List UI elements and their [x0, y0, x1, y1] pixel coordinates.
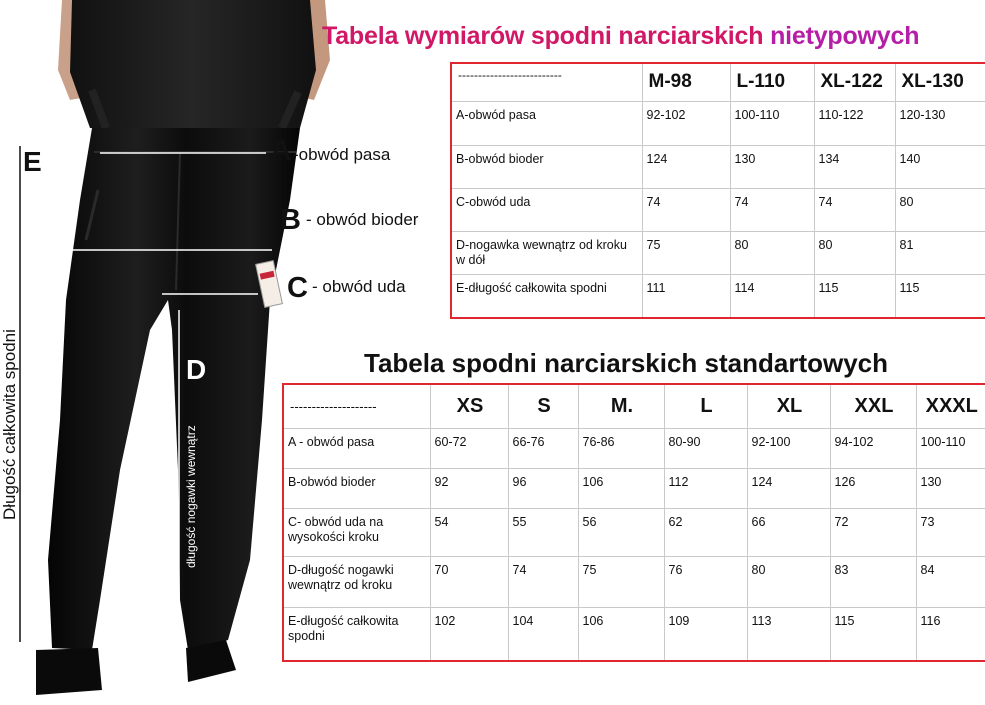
table-cell: 62	[664, 508, 747, 556]
table-cell: 70	[430, 556, 508, 607]
table-cell: 111	[642, 275, 730, 318]
header-placeholder: --------------------	[283, 384, 430, 428]
header-placeholder: --------------------------	[451, 63, 642, 101]
table-cell: 80	[814, 231, 895, 274]
table-cell: 115	[814, 275, 895, 318]
standard-table-title: Tabela spodni narciarskich standartowych	[364, 348, 889, 378]
marker-b-letter: B	[280, 204, 301, 236]
table-cell: 74	[642, 189, 730, 231]
table-cell: 92	[430, 468, 508, 508]
table-cell: 74	[730, 189, 814, 231]
table-cell: 73	[916, 508, 985, 556]
nonstandard-size-table	[450, 62, 985, 319]
table-cell: 109	[664, 607, 747, 661]
table-row	[451, 146, 985, 189]
table-cell: 81	[895, 231, 985, 274]
table-cell: 76-86	[578, 428, 664, 468]
marker-b-text: - obwód bioder	[306, 210, 419, 229]
table-cell: 80	[895, 189, 985, 231]
column-header: L	[664, 384, 747, 428]
row-label: B-obwód bioder	[451, 146, 642, 189]
table-cell: 106	[578, 468, 664, 508]
column-header: L-110	[730, 63, 814, 101]
row-label: B-obwód bioder	[283, 468, 430, 508]
table-cell: 76	[664, 556, 747, 607]
column-header: XL-122	[814, 63, 895, 101]
table-cell: 126	[830, 468, 916, 508]
row-label: A - obwód pasa	[283, 428, 430, 468]
marker-a-letter: A	[270, 134, 292, 167]
standard-size-table	[282, 383, 985, 662]
marker-c-text: - obwód uda	[312, 277, 406, 296]
table-cell: 115	[830, 607, 916, 661]
table-row	[451, 275, 985, 318]
table-row	[451, 231, 985, 274]
table-cell: 120-130	[895, 101, 985, 145]
table-row	[283, 556, 985, 607]
title-main: Tabela wymiarów spodni narciarskich	[322, 22, 771, 50]
column-header: S	[508, 384, 578, 428]
table-cell: 134	[814, 146, 895, 189]
column-header: XL	[747, 384, 830, 428]
marker-e-letter: E	[23, 146, 42, 177]
table-row	[451, 189, 985, 231]
table-cell: 66	[747, 508, 830, 556]
table-cell: 104	[508, 607, 578, 661]
table-cell: 80	[730, 231, 814, 274]
table-cell: 74	[508, 556, 578, 607]
table-header-row	[451, 63, 985, 101]
table-cell: 106	[578, 607, 664, 661]
table-cell: 80-90	[664, 428, 747, 468]
table-cell: 140	[895, 146, 985, 189]
title-accent: nietypowych	[770, 22, 920, 50]
table-cell: 75	[642, 231, 730, 274]
table-cell: 55	[508, 508, 578, 556]
marker-a-text: -obwód pasa	[293, 145, 391, 164]
table-cell: 94-102	[830, 428, 916, 468]
table-cell: 112	[664, 468, 747, 508]
table-cell: 56	[578, 508, 664, 556]
column-header: M-98	[642, 63, 730, 101]
table-cell: 124	[642, 146, 730, 189]
table-cell: 113	[747, 607, 830, 661]
table-row	[283, 428, 985, 468]
table-cell: 114	[730, 275, 814, 318]
row-label: C- obwód uda na wysokości kroku	[283, 508, 430, 556]
table-row	[283, 468, 985, 508]
column-header: M.	[578, 384, 664, 428]
table-cell: 60-72	[430, 428, 508, 468]
table-cell: 124	[747, 468, 830, 508]
table-cell: 92-100	[747, 428, 830, 468]
table-cell: 75	[578, 556, 664, 607]
table-cell: 66-76	[508, 428, 578, 468]
row-label: E-długość całkowita spodni	[451, 275, 642, 318]
inseam-length-label: długość nogawki wewnątrz	[184, 425, 198, 568]
table-cell: 72	[830, 508, 916, 556]
table-cell: 100-110	[730, 101, 814, 145]
table-cell: 84	[916, 556, 985, 607]
row-label: C-obwód uda	[451, 189, 642, 231]
row-label: E-długość całkowita spodni	[283, 607, 430, 661]
column-header: XL-130	[895, 63, 985, 101]
row-label: D-długość nogawki wewnątrz od kroku	[283, 556, 430, 607]
table-cell: 80	[747, 556, 830, 607]
table-cell: 102	[430, 607, 508, 661]
total-length-label: Długość całkowita spodni	[0, 329, 19, 520]
table-cell: 110-122	[814, 101, 895, 145]
table-cell: 130	[916, 468, 985, 508]
marker-c-letter: C	[287, 272, 308, 304]
table-row	[283, 607, 985, 661]
table-header-row	[283, 384, 985, 428]
table-cell: 83	[830, 556, 916, 607]
table-row	[451, 101, 985, 145]
table-cell: 96	[508, 468, 578, 508]
table-cell: 92-102	[642, 101, 730, 145]
table-cell: 115	[895, 275, 985, 318]
table-cell: 100-110	[916, 428, 985, 468]
table-cell: 54	[430, 508, 508, 556]
row-label: A-obwód pasa	[451, 101, 642, 145]
row-label: D-nogawka wewnątrz od kroku w dół	[451, 231, 642, 274]
column-header: XXXL	[916, 384, 985, 428]
table-cell: 116	[916, 607, 985, 661]
nonstandard-table-title	[322, 22, 919, 51]
column-header: XS	[430, 384, 508, 428]
column-header: XXL	[830, 384, 916, 428]
table-cell: 130	[730, 146, 814, 189]
table-row	[283, 508, 985, 556]
marker-d-letter: D	[186, 354, 207, 385]
table-cell: 74	[814, 189, 895, 231]
